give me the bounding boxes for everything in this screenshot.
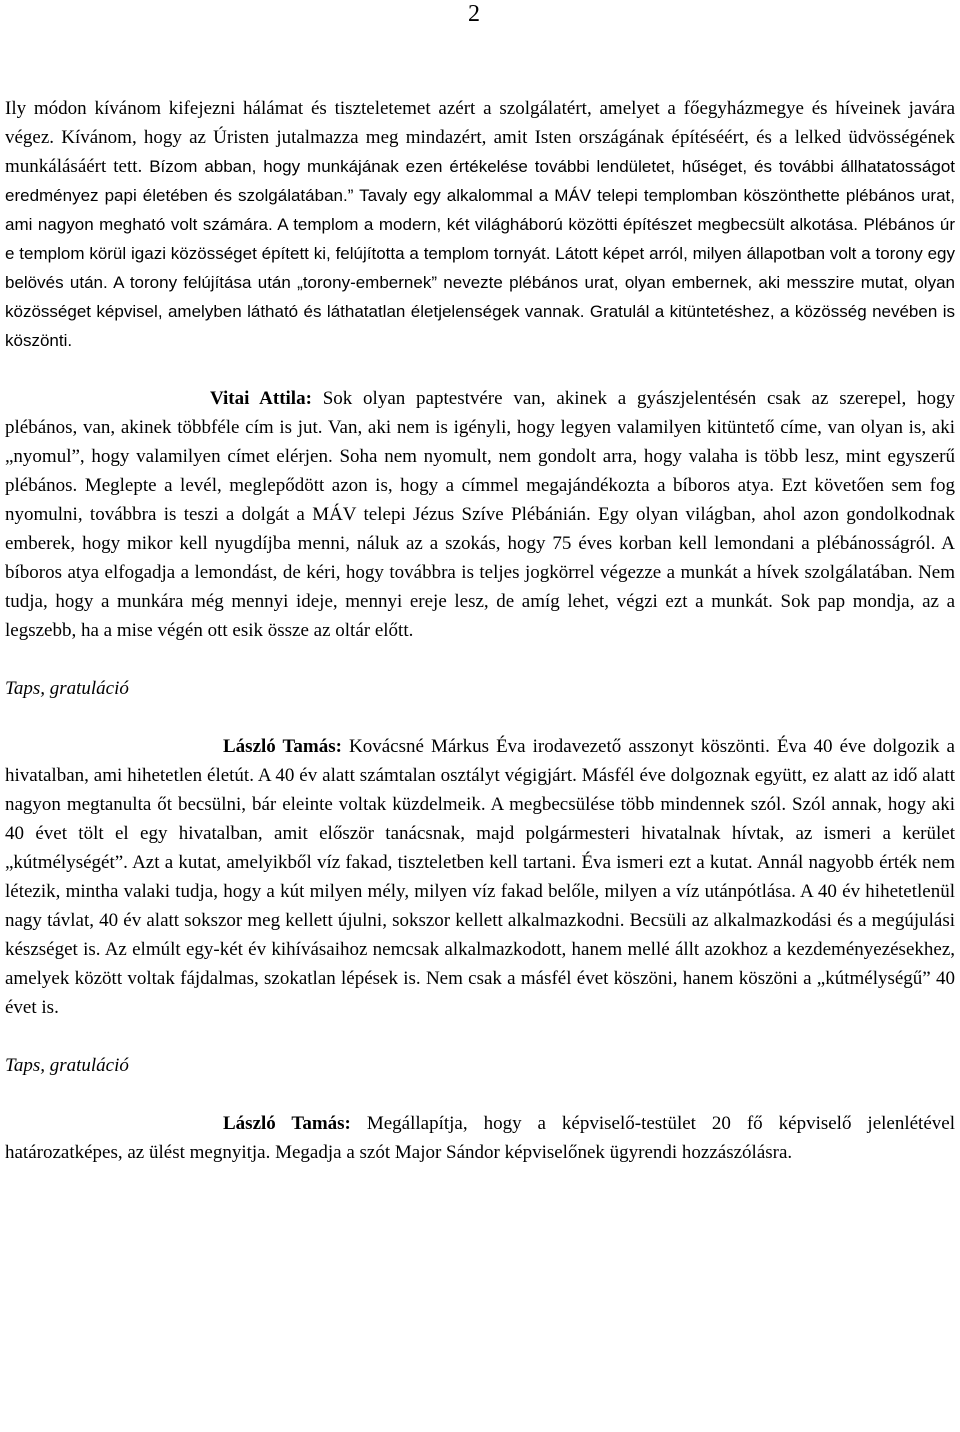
applause-note: Taps, gratuláció [5,1055,129,1076]
spacer [5,355,955,384]
speech-vitai-attila [5,384,955,645]
paragraph-quote-text-b: ” Tavaly egy alkalommal a MÁV telepi templomban köszönthette plébános urat, ami nagyon megható volt számára. A templom a modern, két világháború közötti építészet megbecsült alkotása. Plébános úr e templom körül igazi közösséget épített ki, felújította a templom tornyát. Látott képet arról, milyen állapotban volt a torony egy belövés után. A torony felújítása után „torony-embernek” nevezte plébános urat, olyan embernek, aki messzire mutat, olyan közösséget képvisel, amelyben látható és láthatatlan életjelenségek vannak. Gratulál a kitüntetéshez, a közösség nevében is köszönti. [5,186,955,350]
speech-laszlo-tamas-2 [5,1109,955,1167]
spacer [5,1080,955,1109]
spacer [5,703,955,732]
paragraph-quote-text-a: Ily módon kívánom kifejezni hálámat és tiszteletemet azért a szolgálatért, amelyet a főegyházmegye és híveinek javára végez. Kívánom, hogy az Úristen jutalmazza meg mindazért, amit Isten országának építéséért, és a lelked üdvösségének munkálásáért tett. [5,98,955,177]
speech-laszlo-tamas-1 [5,732,955,1022]
speech-text: Kovácsné Márkus Éva irodavezető asszonyt köszönti. Éva 40 éve dolgozik a hivatalban, ami hihetetlen életút. A 40 év alatt számtalan osztályt végigjárt. Másfél éve dolgoznak együtt, ez alatt az idő alatt nagyon megtanulta őt becsülni, bár eleinte voltak küzdelmeik. A megbecsülése több mindennek szól. Szól annak, hogy aki 40 évet tölt el egy hivatalban, amit először tanácsnak, majd polgármesteri hivatalnak hívtak, az ismeri a kerület „kútmélységét”. Azt a kutat, amelyikből víz fakad, tiszteletben kell tartani. Éva ismeri ezt a kutat. Annál nagyobb érték nem létezik, mintha valaki tudja, hogy a kút milyen mély, milyen víz fakad belőle, milyen a víz utánpótlása. A 40 év hihetetlenül nagy távlat, 40 év alatt sokszor meg kellett újulni, sokszor kellett alkalmazkodni. Becsüli az alkalmazkodási és a megújulási készséget is. Az elmúlt egy-két év kihívásaihoz nemcsak alkalmazkodott, hanem mellé állt azokhoz a kezdeményezésekhez, amelyek között voltak fájdalmas, szokatlan lépések is. Nem csak a másfél évet köszöni, hanem köszöni a „kútmélységű” 40 évet is. [5,736,955,1018]
applause-note: Taps, gratuláció [5,678,129,699]
document-body [5,94,955,1167]
spacer [5,645,955,674]
paragraph-quote [5,94,955,355]
page-number: 2 [468,1,480,27]
speech-text: Megállapítja, hogy a képviselő-testület 20 fő képviselő jelenlétével határozatképes, az ülést megnyitja. Megadja a szót Major Sándor képviselőnek ügyrendi hozzászólásra. [5,1113,955,1163]
speaker-name: Vitai Attila: [210,388,312,409]
spacer [5,1022,955,1051]
speech-text: Sok olyan paptestvére van, akinek a gyászjelentésén csak az szerepel, hogy plébános, van, akinek többféle cím is jut. Van, aki nem is igényli, hogy legyen valamilyen kitüntető címe, van olyan is, aki „nyomul”, hogy valamilyen címet elérjen. Soha nem nyomult, nem gondolt arra, hogy valaha is több lesz, mint egyszerű plébános. Meglepte a levél, meglepődött azon is, hogy a címmel megajándékozta a bíboros atya. Ezt követően sem fog nyomulni, továbbra is teszi a dolgát a MÁV telepi Jézus Szíve Plébánián. Egy olyan világban, ahol azon gondolkodnak emberek, hogy mikor kell nyugdíjba menni, náluk az a szokás, hogy 75 éves korban kell lemondani a plébánosságról. A bíboros atya elfogadja a lemondást, de kéri, hogy továbbra is teljes jogkörrel végezze a munkát a hívek szolgálatában. Nem tudja, hogy a munkára még mennyi ideje, mennyi ereje lesz, de amíg lehet, végzi ezt a munkát. Sok pap mondja, az a legszebb, ha a mise végén ott esik össze az oltár előtt. [5,388,955,641]
paragraph-quote-text-sans: Bízom abban, hogy munkájának ezen értékelése további lendületet, hűséget, és további állhatatosságot eredményez papi életében és szolgálatában. [5,157,956,205]
speaker-name: László Tamás: [223,736,342,757]
speaker-name: László Tamás: [223,1113,351,1134]
